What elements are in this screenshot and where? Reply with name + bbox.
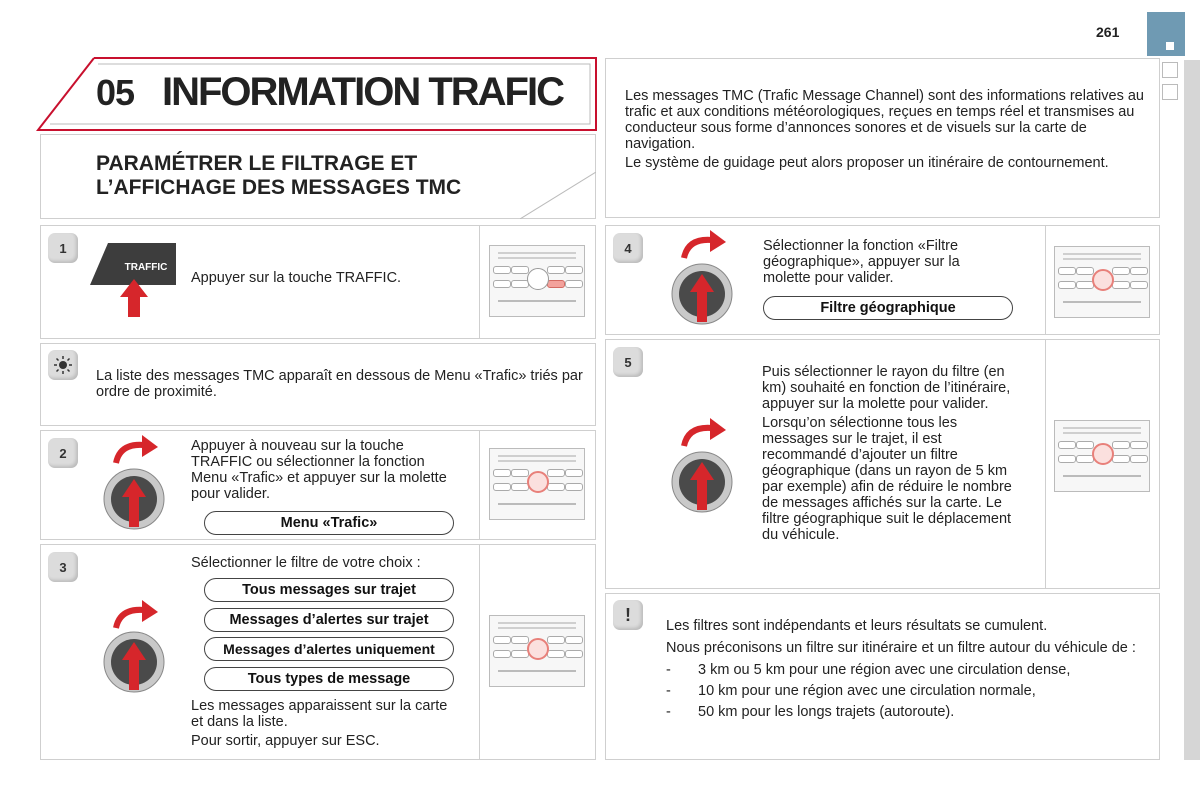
intro-paragraph-2: Le système de guidage peut alors proposer un itinéraire de contournement. — [625, 155, 1109, 171]
tip-badge — [48, 350, 78, 380]
step5-paragraph-1: Puis sélectionner le rayon du filtre (en km) souhaité en fonction de l’itinéraire, appuyer sur la molette pour valider. — [762, 364, 1011, 412]
step3-after-text — [191, 698, 453, 752]
bookmark-square-1 — [1162, 62, 1178, 78]
filter-option-pill[interactable]: Messages d’alertes sur trajet — [204, 608, 454, 632]
chapter-tab-marker — [1166, 42, 1174, 50]
step5-badge: 5 — [613, 347, 643, 377]
menu-trafic-pill[interactable]: Menu «Trafic» — [204, 511, 454, 535]
step1-text: Appuyer sur la touche TRAFFIC. — [191, 270, 402, 286]
bookmark-square-2 — [1162, 84, 1178, 100]
filter-option-pill[interactable]: Messages d’alertes uniquement — [204, 637, 454, 661]
control-panel-illustration — [489, 615, 585, 687]
rotate-arrow-icon — [112, 435, 160, 465]
filter-option-pill[interactable]: Tous messages sur trajet — [204, 578, 454, 602]
step5-text — [762, 364, 1024, 546]
note-list-item: - 3 km ou 5 km pour une région avec une circulation dense, — [666, 662, 1071, 678]
step4-text: Sélectionner la fonction «Filtre géographique», appuyer sur la molette pour valider. — [763, 238, 960, 286]
dial-knob-icon — [670, 262, 734, 326]
note-paragraph-2: Nous préconisons un filtre sur itinéraire et un filtre autour du véhicule de : — [666, 640, 1136, 656]
rotate-arrow-icon — [680, 418, 728, 448]
step2-badge: 2 — [48, 438, 78, 468]
note-list-item-text: 10 km pour une région avec une circulation normale, — [698, 683, 1036, 699]
note-list-item: - 10 km pour une région avec une circulation normale, — [666, 683, 1036, 699]
section-title-line1: PARAMÉTRER LE FILTRAGE ET — [96, 152, 418, 175]
note-list-item-text: 50 km pour les longs trajets (autoroute). — [698, 704, 955, 720]
step3-after-1: Les messages apparaissent sur la carte et dans la liste. — [191, 698, 448, 730]
tip-text: La liste des messages TMC apparaît en dessous de Menu «Trafic» triés par ordre de proximité. — [96, 368, 583, 400]
section-title — [96, 152, 461, 200]
lightbulb-icon — [54, 356, 72, 374]
chapter-title: INFORMATION TRAFIC — [162, 70, 563, 114]
dial-knob-icon — [102, 630, 166, 694]
note-list-item-text: 3 km ou 5 km pour une région avec une circulation dense, — [698, 662, 1071, 678]
chapter-number: 05 — [96, 72, 135, 113]
step1-badge: 1 — [48, 233, 78, 263]
side-bar — [1184, 60, 1200, 760]
control-panel-illustration — [1054, 246, 1150, 318]
dial-knob-icon — [670, 450, 734, 514]
control-panel-illustration — [489, 245, 585, 317]
traffic-key-icon — [90, 243, 176, 317]
filter-option-pill[interactable]: Tous types de message — [204, 667, 454, 691]
rotate-arrow-icon — [112, 600, 160, 630]
page-number: 261 — [1096, 24, 1120, 40]
step2-text: Appuyer à nouveau sur la touche TRAFFIC ou sélectionner la fonction Menu «Trafic» et appuyer sur la molette pour valider. — [191, 438, 447, 502]
note-text — [666, 618, 1136, 725]
step3-after-2: Pour sortir, appuyer sur ESC. — [191, 733, 380, 749]
control-panel-illustration — [489, 448, 585, 520]
note-paragraph-1: Les filtres sont indépendants et leurs résultats se cumulent. — [666, 618, 1048, 634]
step4-badge: 4 — [613, 233, 643, 263]
filtre-geographique-pill[interactable]: Filtre géographique — [763, 296, 1013, 320]
intro-paragraph-1: Les messages TMC (Trafic Message Channel) sont des informations relatives au trafic et aux conditions météorologiques, reçues en temps réel et transmises au conducteur sous forme d’annonces sonores et de visuels sur la carte de navigation. — [625, 88, 1144, 152]
warning-badge: ! — [613, 600, 643, 630]
step5-paragraph-2: Lorsqu’on sélectionne tous les messages sur le trajet, il est recommandé d’ajouter un filtre géographique (dans un rayon de 5 km par exemple) afin de réduire le nombre de messages affichés sur la carte. Le filtre géographique suit le déplacement du véhicule. — [762, 415, 1012, 543]
intro-text — [625, 88, 1145, 174]
step3-text: Sélectionner le filtre de votre choix : — [191, 555, 421, 571]
dial-knob-icon — [102, 467, 166, 531]
control-panel-illustration — [1054, 420, 1150, 492]
rotate-arrow-icon — [680, 230, 728, 260]
traffic-key-label: TRAFFIC — [124, 262, 168, 273]
step3-badge: 3 — [48, 552, 78, 582]
note-list-item: - 50 km pour les longs trajets (autoroute). — [666, 704, 955, 720]
section-title-corner — [520, 172, 596, 219]
section-title-line2: L’AFFICHAGE DES MESSAGES TMC — [96, 176, 462, 199]
